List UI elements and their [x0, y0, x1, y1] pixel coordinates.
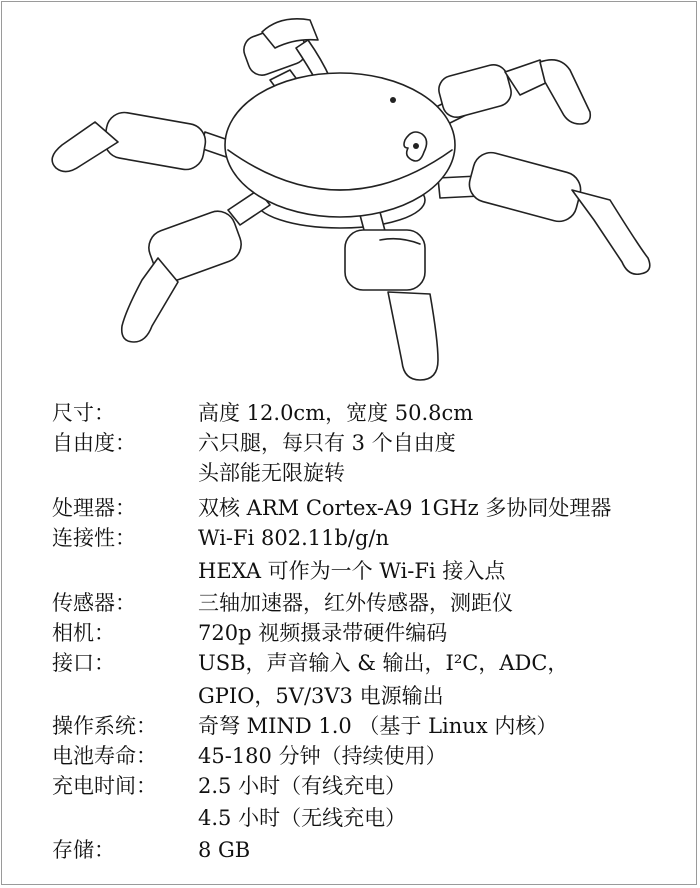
spec-value: 高度 12.0cm，宽度 50.8cm — [198, 401, 474, 425]
spec-row-charging — [0, 771, 700, 801]
spec-value: USB，声音输入 & 输出，I²C，ADC， — [198, 651, 569, 675]
spec-value: 2.5 小时（有线充电） — [198, 774, 407, 798]
spec-value: 45-180 分钟（持续使用） — [198, 744, 447, 768]
spec-label: 连接性： — [52, 526, 136, 550]
spec-label: 自由度： — [52, 431, 136, 455]
spec-row-dof-cont — [0, 458, 700, 488]
spec-row-connectivity-cont — [0, 556, 700, 586]
spec-value: HEXA 可作为一个 Wi-Fi 接入点 — [198, 559, 506, 583]
spec-value: 4.5 小时（无线充电） — [198, 806, 407, 830]
spec-label: 尺寸： — [52, 401, 115, 425]
leg-front-left — [122, 190, 270, 342]
spec-label: 电池寿命： — [52, 744, 157, 768]
spec-row-charging-cont — [0, 803, 700, 833]
spec-row-interfaces-cont — [0, 681, 700, 711]
spec-row-dof — [0, 428, 700, 458]
spec-value: 头部能无限旋转 — [198, 461, 345, 485]
spec-row-battery — [0, 741, 700, 771]
spec-label: 处理器： — [52, 496, 136, 520]
spec-row-processor — [0, 493, 700, 523]
leg-middle-right — [438, 149, 650, 275]
spec-label: 充电时间： — [52, 774, 157, 798]
spec-label: 存储： — [52, 838, 115, 862]
spec-value: 六只腿，每只有 3 个自由度 — [198, 431, 456, 455]
spec-row-camera — [0, 618, 700, 648]
spec-value: GPIO，5V/3V3 电源输出 — [198, 684, 444, 708]
spec-value: 8 GB — [198, 838, 251, 862]
spec-label: 相机： — [52, 621, 115, 645]
leg-back-right — [430, 60, 590, 128]
spec-value: Wi-Fi 802.11b/g/n — [198, 526, 390, 550]
spec-value: 三轴加速器，红外传感器，测距仪 — [198, 591, 513, 615]
spec-row-storage — [0, 835, 700, 865]
spec-row-size — [0, 398, 700, 428]
leg-middle-left — [52, 110, 240, 173]
spec-value: 奇弩 MIND 1.0 （基于 Linux 内核） — [198, 714, 558, 738]
spec-row-os — [0, 711, 700, 741]
spec-value: 双核 ARM Cortex-A9 1GHz 多协同处理器 — [198, 496, 612, 520]
spec-row-sensors — [0, 588, 700, 618]
spec-label: 传感器： — [52, 591, 136, 615]
sensor-dot — [390, 97, 396, 103]
spec-row-interfaces — [0, 648, 700, 678]
hexapod-illustration — [0, 0, 700, 395]
leg-front-center — [345, 212, 438, 380]
spec-value: 720p 视频摄录带硬件编码 — [198, 621, 448, 645]
spec-label: 接口： — [52, 651, 115, 675]
spec-row-connectivity — [0, 523, 700, 553]
spec-label: 操作系统： — [52, 714, 157, 738]
